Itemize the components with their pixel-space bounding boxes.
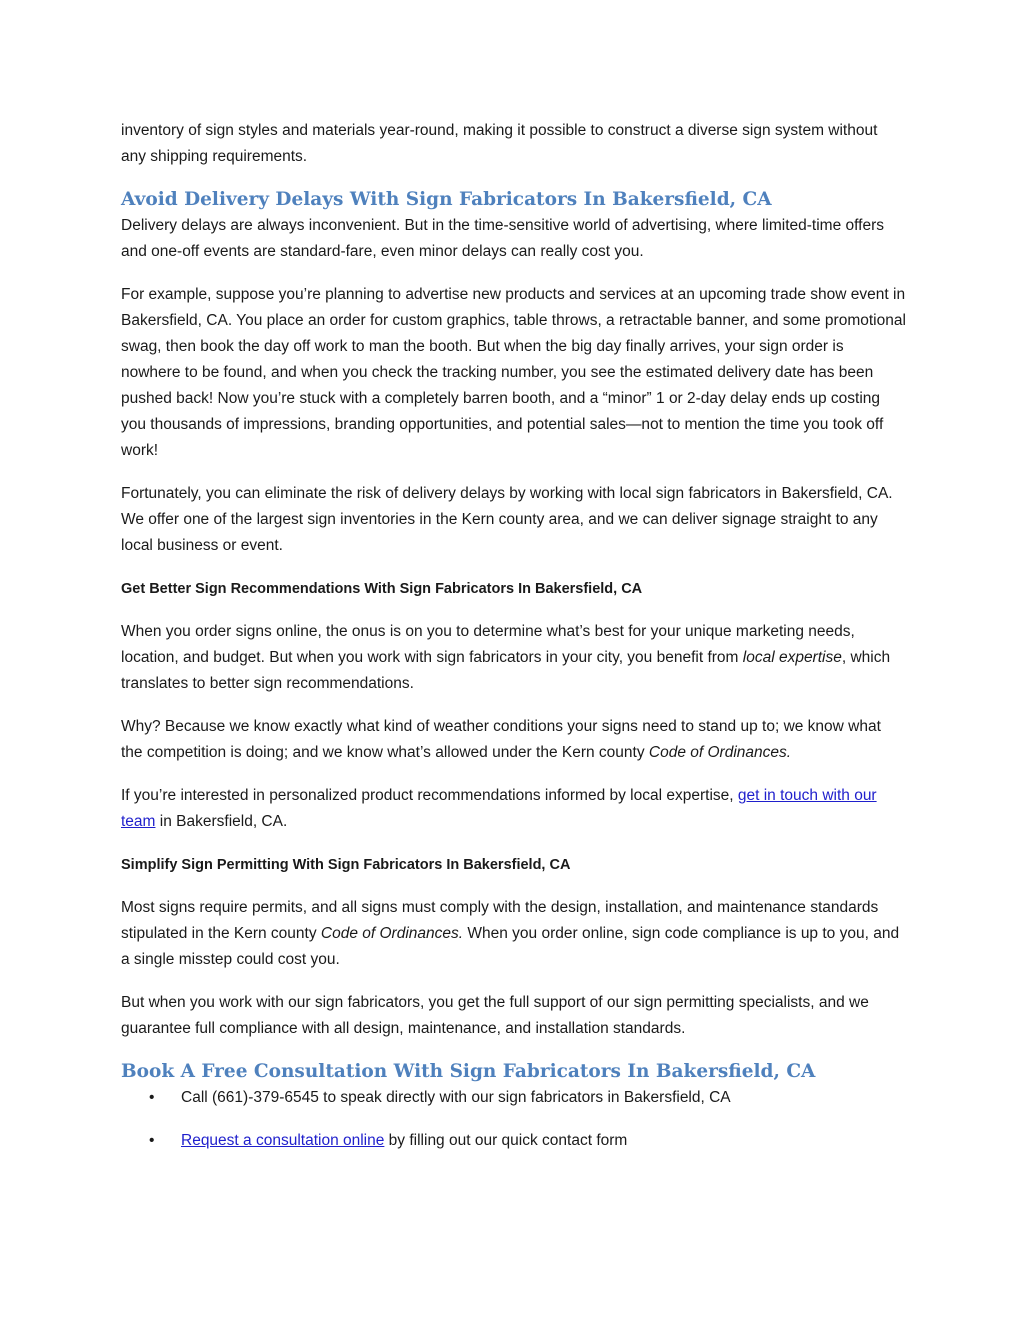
document-page (121, 118, 906, 1154)
text: Most signs require permits, and all signs must comply with the design, installation, and maintenance standards stipulated in the Kern county (121, 899, 879, 942)
list-item-request (121, 1128, 906, 1154)
bullet: • (149, 1132, 155, 1149)
paragraph-full-support: But when you work with our sign fabricators, you get the full support of our sign permitting specialists, and we guarantee full compliance with all design, maintenance, and installation standards. (121, 994, 869, 1037)
emphasis-code-of-ordinances: Code of Ordinances. (320, 925, 464, 942)
paragraph-why-weather (121, 714, 906, 766)
heading-book-consultation: Book A Free Consultation With Sign Fabricators In Bakersfield, CA (121, 1061, 816, 1082)
paragraph-order-online (121, 619, 906, 697)
intro-paragraph-tail: inventory of sign styles and materials year-round, making it possible to construct a diverse sign system without any shipping requirements. (121, 122, 878, 165)
heading-avoid-delivery-delays: Avoid Delivery Delays With Sign Fabricators In Bakersfield, CA (121, 189, 772, 210)
bullet: • (149, 1089, 155, 1106)
emphasis-code-of-ordinances: Code of Ordinances. (648, 744, 792, 761)
heading-better-recommendations: Get Better Sign Recommendations With Sign Fabricators In Bakersfield, CA (121, 581, 643, 597)
text: by filling out our quick contact form (384, 1132, 628, 1149)
request-consultation-link[interactable]: Request a consultation online (181, 1132, 385, 1149)
text: Call (661)-379-6545 to speak directly with our sign fabricators in Bakersfield, CA (181, 1089, 731, 1106)
paragraph-example-trade-show: For example, suppose you’re planning to advertise new products and services at an upcoming trade show event in Bakersfield, CA. You place an order for custom graphics, table throws, a retractable banner, and some promotional swag, then book the day off work to man the booth. But when the big day finally arrives, your sign order is nowhere to be found, and when you check the tracking number, you see the estimated delivery date has been pushed back! Now you’re stuck with a completely barren booth, and a “minor” 1 or 2-day delay ends up costing you thousands of impressions, branding opportunities, and potential sales—not to mention the time you took off work! (121, 286, 906, 459)
text: If you’re interested in personalized product recommendations informed by local expertise, (121, 787, 738, 804)
get-in-touch-link[interactable]: get in touch with our team (121, 787, 877, 830)
paragraph-eliminate-risk: Fortunately, you can eliminate the risk of delivery delays by working with local sign fabricators in Bakersfield, CA. We offer one of the largest sign inventories in the Kern county area, and we can deliver signage straight to any local business or event. (121, 485, 893, 554)
paragraph-delivery-delays: Delivery delays are always inconvenient. But in the time-sensitive world of advertising, where limited-time offers and one-off events are standard-fare, even minor delays can really cost you. (121, 217, 884, 260)
text: When you order signs online, the onus is on you to determine what’s best for your unique marketing needs, location, and budget. But when you work with sign fabricators in your city, you benefit from (121, 623, 855, 666)
text: Why? Because we know exactly what kind of weather conditions your signs need to stand up to; we know what the competition is doing; and we know what’s allowed under the Kern county (121, 718, 881, 761)
paragraph-permits-required (121, 895, 906, 973)
consultation-list (121, 1085, 906, 1154)
text: When you order online, sign code compliance is up to you, and a single misstep could cost you. (121, 925, 900, 968)
text: , which translates to better sign recommendations. (121, 649, 891, 692)
list-item-call (121, 1085, 906, 1111)
text: in Bakersfield, CA. (155, 813, 288, 830)
emphasis-local-expertise: local expertise (742, 649, 842, 666)
paragraph-interested (121, 783, 906, 835)
heading-simplify-permitting: Simplify Sign Permitting With Sign Fabricators In Bakersfield, CA (121, 857, 571, 873)
